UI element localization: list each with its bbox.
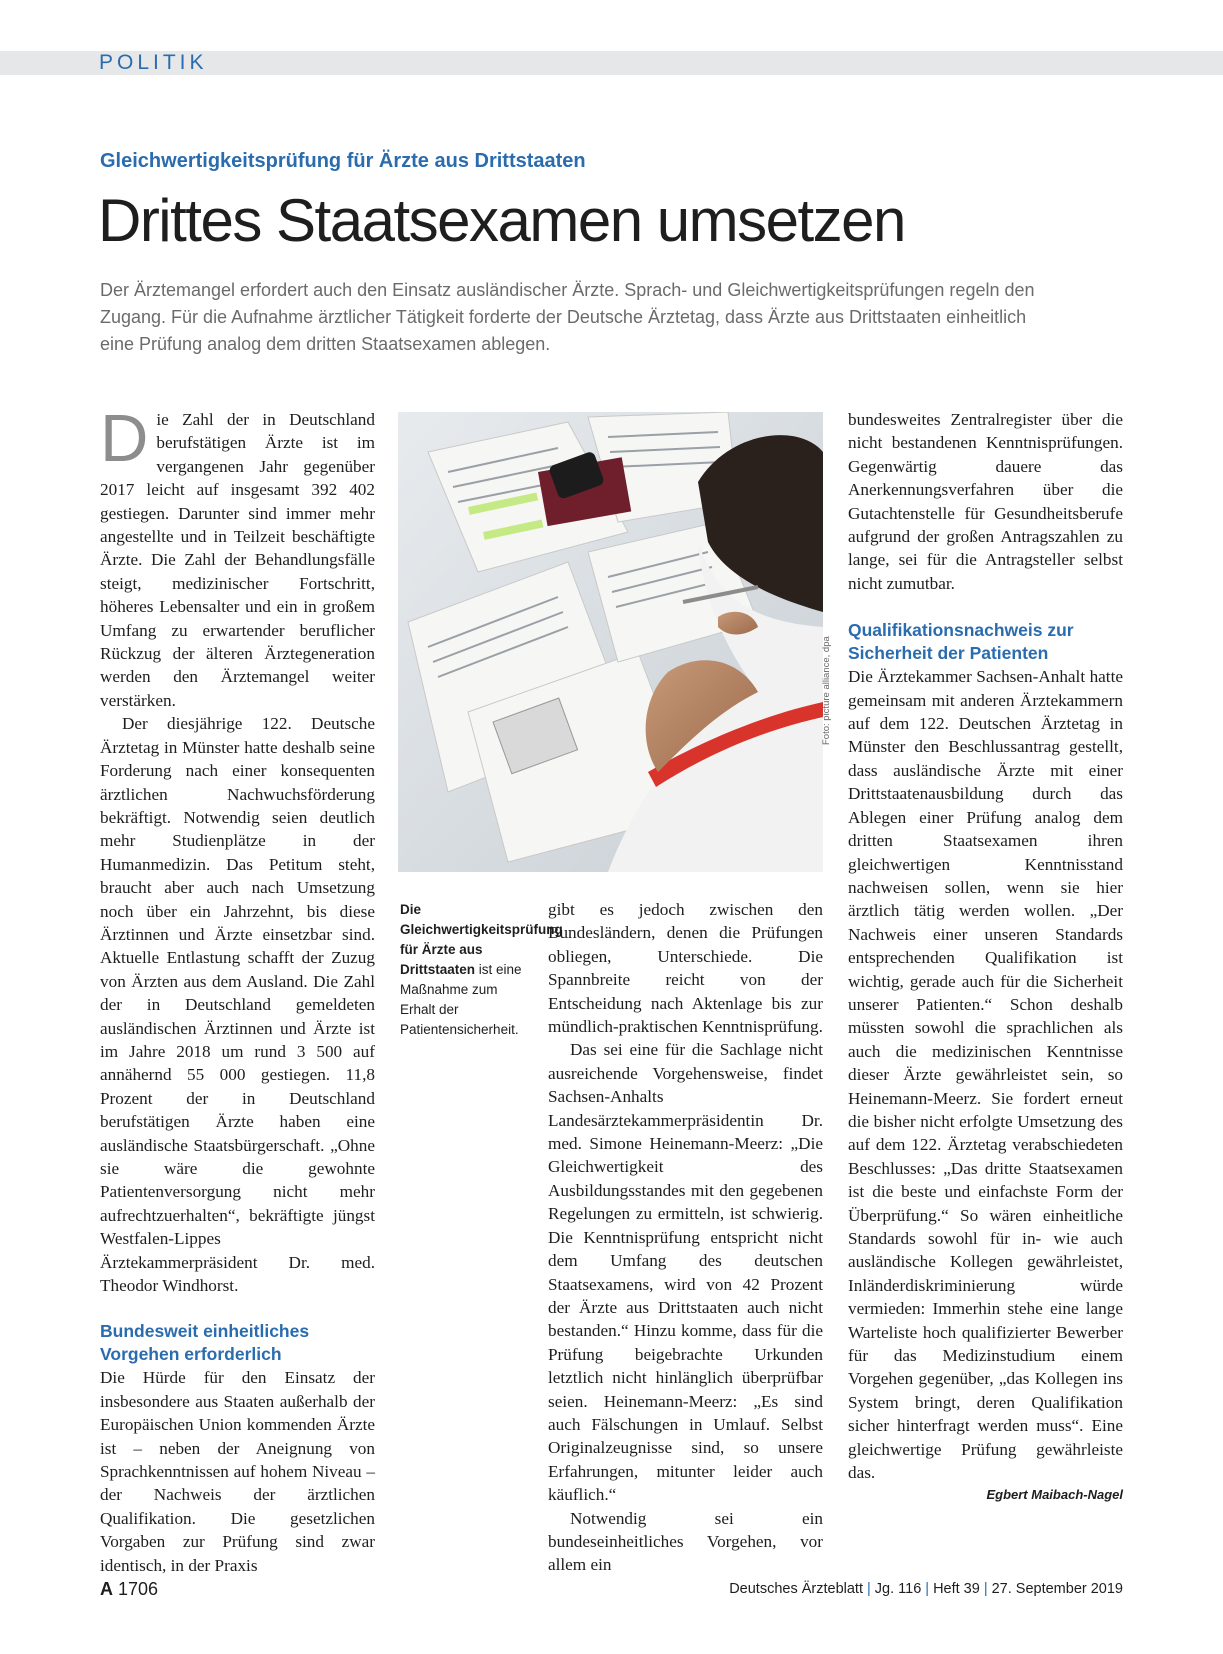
subheading: Qualifikationsnachweis zur Sicherheit der Patienten [848, 620, 1074, 664]
publication-name: Deutsches Ärzteblatt [729, 1581, 863, 1597]
subheading: Bundesweit einheitliches Vorgehen erforderlich [100, 1321, 310, 1365]
paragraph: gibt es jedoch zwischen den Bundesländern, denen die Prüfungen obliegen, Unterschiede. Die Spannbreite reicht von der Entscheidung nach Aktenlage bis zur mündlich-praktischen Kenntnisprüfung. [548, 900, 823, 1037]
issue-date: 27. September 2019 [991, 1581, 1123, 1597]
paragraph: Notwendig sei ein bundeseinheitliches Vorgehen, vor allem ein [548, 1508, 823, 1575]
separator: | [925, 1581, 930, 1597]
separator: | [983, 1581, 988, 1597]
article-headline: Drittes Staatsexamen umsetzen [98, 187, 905, 254]
volume: Jg. 116 [874, 1581, 922, 1597]
photo-credit: Foto: picture alliance, dpa [821, 636, 832, 745]
paragraph [100, 401, 375, 712]
article-column-3 [848, 408, 1123, 1506]
paragraph: Die Ärztekammer Sachsen-Anhalt hatte gemeinsam mit anderen Ärztekammern auf dem 122. Deutschen Ärztetag in Münster den Beschlussantrag gestellt, dass ausländische Ärzte mit einer Drittstaatenausbildung durch das Ablegen einer Prüfung analog dem dritten Staatsexamen ihren gleichwertigen Kenntnisstand nachweisen sollen, wenn sie hier ärztlich tätig werden wollen. „Der Nachweis einer unseren Standards entsprechenden Qualifikation ist wichtig, gerade auch für die Sicherheit unserer Patienten.“ Schon deshalb müssten sowohl die sprachlichen als auch die medizinischen Kenntnisse dieser Ärzte gewährleistet sein, so Heinemann-Meerz. Sie fordert erneut die bisher nicht erfolgte Umsetzung des auf dem 122. Ärztetag verabschiedeten Beschlusses: „Das dritte Staatsexamen ist die beste und einfachste Form der Überprüfung.“ So wären einheitliche Standards sowohl für in- wie auch ausländische Kollegen gewährleistet, Inländerdiskriminierung würde vermieden: Immerhin stehe eine lange Warteliste hoch qualifizierter Bewerber für das Medizinstudium einem Vorgehen gegenüber, „das Kollegen ins System bringt, deren Qualifikation sicher hinterfragt werden muss“. Eine gleichwertige Prüfung gewährleiste das. [848, 667, 1123, 1483]
photo-caption [400, 900, 563, 1040]
paragraph: Der diesjährige 122. Deutsche Ärztetag in Münster hatte deshalb seine Forderung nach einer konsequenten ärztlichen Nachwuchsförderung bekräftigt. Notwendig seien deutlich mehr Studienplätze in der Humanmedizin. Das Petitum steht, braucht aber auch nach Umsetzung noch über ein Jahrzehnt, bis diese Ärztinnen und Ärzte einsetzbar sind. Aktuelle Entlastung schafft der Zuzug von Ärzten aus dem Ausland. Die Zahl der in Deutschland gemeldeten ausländischen Ärztinnen und Ärzte ist im Jahre 2018 um rund 3 500 auf annähernd 55 000 gestiegen. 11,8 Prozent der in Deutschland berufstätigen Ärzte haben eine ausländische Staatsbürgerschaft. „Ohne sie wäre die gewohnte Patientenversorgung nicht mehr aufrechtzuerhalten“, bekräftigte jüngst Westfalen-Lippes Ärztekammerpräsident Dr. med. Theodor Windhorst. [100, 714, 375, 1296]
drop-cap: D [100, 401, 149, 476]
paragraph: Die Hürde für den Einsatz der insbesondere aus Staaten außerhalb der Europäischen Union kommenden Ärzte ist – neben der Aneignung von Sprachkenntnissen auf hohem Niveau – der Nachweis der ärztlichen Qualifikation. Die gesetzlichen Vorgaben zur Prüfung sind zwar identisch, in der Praxis [100, 1368, 375, 1575]
caption-text: ist eine Maßnahme zum Erhalt der Patientensicherheit. [400, 962, 522, 1037]
page-prefix: A [100, 1579, 113, 1599]
paragraph-text: ie Zahl der in Deutschland berufstätigen Ärzte ist im vergangenen Jahr gegenüber 2017 leicht auf insgesamt 392 402 gestiegen. Darunter sind immer mehr angestellte und in Teilzeit beschäftigte Ärzte. Die Zahl der Behandlungsfälle steigt, medizinischer Fortschritt, höheres Lebensalter und ein in großem Umfang zu erwartender beruflicher Rückzug der älteren Ärztegeneration werden den Ärztemangel weiter verstärken. [100, 410, 375, 710]
photo-illustration [398, 412, 823, 872]
publication-info [729, 1581, 1123, 1597]
paragraph: bundesweites Zentralregister über die nicht bestandenen Kenntnisprüfungen. Gegenwärtig dauere das Anerkennungsverfahren über die Gutachtenstelle für Gesundheitsberufe aufgrund der großen Antragszahlen zu lange, sei für die Antragsteller selbst nicht zumutbar. [848, 410, 1123, 593]
article-column-2 [548, 898, 823, 1577]
author-signature: Egbert Maibach-Nagel [986, 1487, 1123, 1503]
article-kicker: Gleichwertigkeitsprüfung für Ärzte aus Drittstaaten [100, 150, 586, 172]
article-lead: Der Ärztemangel erfordert auch den Einsatz ausländischer Ärzte. Sprach- und Gleichwertigkeitsprüfungen regeln den Zugang. Für die Aufnahme ärztlicher Tätigkeit forderte der Deutsche Ärztetag, dass Ärzte aus Drittstaaten einheitlich eine Prüfung analog dem dritten Staatsexamen ablegen. [100, 280, 1035, 354]
separator: | [867, 1581, 871, 1597]
issue: Heft 39 [933, 1581, 980, 1597]
article-photo [398, 412, 823, 872]
article-column-1 [100, 401, 375, 1577]
page-number-value: 1706 [118, 1579, 159, 1599]
caption-lead: Die Gleichwertigkeitsprüfung für Ärzte aus Drittstaaten [400, 902, 563, 977]
paragraph: Das sei eine für die Sachlage nicht ausreichende Vorgehensweise, findet Sachsen-Anhalts Landesärztekammerpräsidentin Dr. med. Simone Heinemann-Meerz: „Die Gleichwertigkeit des Ausbildungsstandes mit den gegebenen Regelungen zu ermitteln, ist schwierig. Die Kenntnisprüfung entspricht nicht dem Umfang des deutschen Staatsexamens, wird von 42 Prozent der Ärzte aus Drittstaaten auch nicht bestanden.“ Hinzu komme, dass für die Prüfung beigebrachte Urkunden letztlich nicht hinlänglich überprüfbar seien. Heinemann-Meerz: „Es sind auch Fälschungen in Umlauf. Selbst Originalzeugnisse sind, so unsere Erfahrungen, mitunter leider auch käuflich.“ [548, 1040, 823, 1505]
page-number [100, 1579, 158, 1600]
section-label: POLITIK [99, 51, 208, 74]
